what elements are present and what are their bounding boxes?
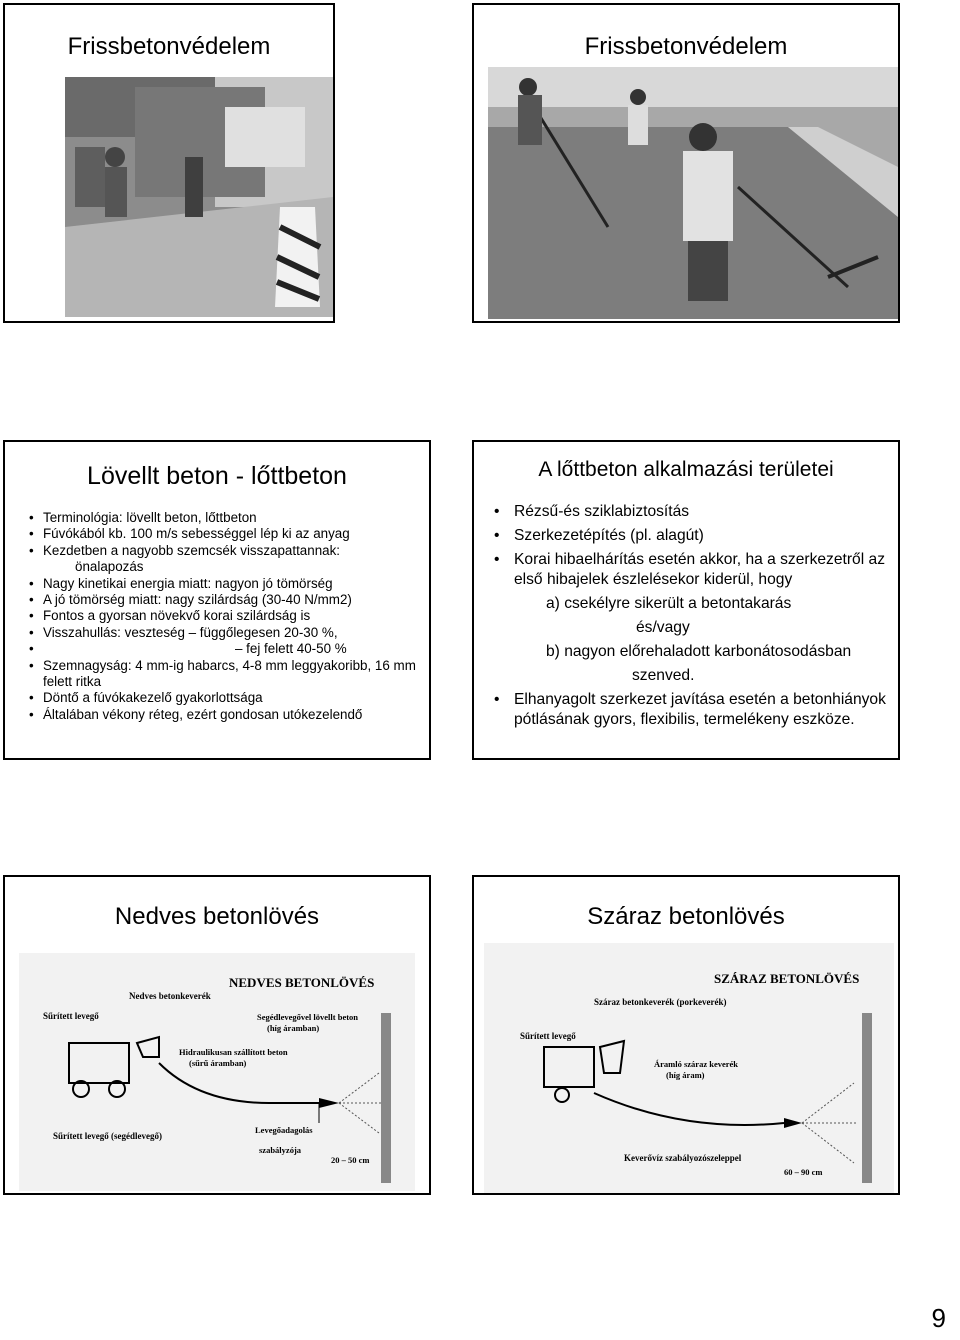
diagram-label: 60 – 90 cm bbox=[784, 1167, 823, 1177]
diagram-heading: SZÁRAZ BETONLÖVÉS bbox=[714, 971, 860, 986]
diagram-heading: NEDVES BETONLÖVÉS bbox=[229, 975, 375, 990]
slide-alkalmazasi-teruletek bbox=[472, 440, 900, 760]
slide-szaraz-betonloves bbox=[472, 875, 900, 1195]
bullet-item: • Döntő a fúvókakezelő gyakorlottsága bbox=[27, 690, 427, 706]
bullet-item: • – fej felett 40-50 % bbox=[27, 641, 427, 657]
diagram-label: szabályzója bbox=[259, 1145, 302, 1155]
slide-lovellt-beton bbox=[3, 440, 431, 760]
bullet-item: • Korai hibaelhárítás esetén akkor, ha a szerkezetről az első hibajelek észlelésekor kiderül, hogy bbox=[492, 550, 892, 590]
slide-title: Nedves betonlövés bbox=[114, 903, 320, 930]
bullet-item: • Általában vékony réteg, ezért gondosan utókezelendő bbox=[27, 707, 427, 723]
diagram-label: (sűrű áramban) bbox=[189, 1058, 247, 1068]
bullet-list bbox=[27, 510, 427, 723]
bullet-item: • Terminológia: lövellt beton, lőttbeton bbox=[27, 510, 427, 526]
bullet-item: • Kezdetben a nagyobb szemcsék visszapattannak: bbox=[27, 543, 427, 559]
slide-title: Száraz betonlövés bbox=[587, 903, 785, 930]
bullet-list bbox=[492, 502, 892, 590]
diagram-label: Hidraulikusan szállított beton bbox=[179, 1047, 288, 1057]
bullet-item: • Szerkezetépítés (pl. alagút) bbox=[492, 526, 892, 546]
diagram-label: Száraz betonkeverék (porkeverék) bbox=[594, 997, 727, 1007]
diagram-label: Áramló száraz keverék bbox=[654, 1059, 739, 1069]
dry-shotcrete-diagram bbox=[484, 943, 894, 1193]
bullet-item: • Szemnagyság: 4 mm-ig habarcs, 4-8 mm leggyakoribb, 16 mm felett ritka bbox=[27, 658, 427, 691]
bullet-continuation: önalapozás bbox=[75, 559, 144, 575]
bullet-list bbox=[492, 690, 892, 730]
construction-photo bbox=[65, 77, 333, 317]
sub-item: a) csekélyre sikerült a betontakarás bbox=[546, 595, 792, 612]
diagram-label: (híg áram) bbox=[666, 1070, 705, 1080]
slide-nedves-betonloves bbox=[3, 875, 431, 1195]
bullet-item: • Fontos a gyorsan növekvő korai szilárdság is bbox=[27, 608, 427, 624]
sub-item: és/vagy bbox=[636, 619, 690, 636]
bullet-item: • Fúvókából kb. 100 m/s sebességgel lép ki az anyag bbox=[27, 526, 427, 542]
sub-list bbox=[546, 592, 886, 688]
diagram-label: (híg áramban) bbox=[267, 1023, 320, 1033]
concrete-finishing-photo bbox=[488, 67, 898, 319]
wet-shotcrete-diagram bbox=[19, 953, 415, 1191]
diagram-label: Segédlevegővel lövellt beton bbox=[257, 1012, 359, 1022]
slide-title: Frissbetonvédelem bbox=[584, 33, 788, 60]
bullet-item: • Elhanyagolt szerkezet javítása esetén a betonhiányok pótlásának gyors, flexibilis, termelékeny eszköze. bbox=[492, 690, 892, 730]
slide-frissbetonvedelem-1 bbox=[3, 3, 335, 323]
page-number: 9 bbox=[931, 1303, 946, 1333]
slide-title: A lőttbeton alkalmazási területei bbox=[538, 458, 834, 481]
diagram-label: Sűrített levegő (segédlevegő) bbox=[53, 1131, 162, 1141]
bullet-item: • Nagy kinetikai energia miatt: nagyon jó tömörség bbox=[27, 576, 427, 592]
diagram-label: 20 – 50 cm bbox=[331, 1155, 370, 1165]
diagram-label: Nedves betonkeverék bbox=[129, 991, 211, 1001]
bullet-item: • A jó tömörség miatt: nagy szilárdság (30-40 N/mm2) bbox=[27, 592, 427, 608]
bullet-item: • Rézsű-és sziklabiztosítás bbox=[492, 502, 892, 522]
bullet-item: • Visszahullás: veszteség – függőlegesen 20-30 %, bbox=[27, 625, 427, 641]
diagram-label: Sűrített levegő bbox=[520, 1031, 576, 1041]
diagram-label: Sűrített levegő bbox=[43, 1011, 99, 1021]
sub-item: szenved. bbox=[632, 667, 695, 684]
sub-item: b) nagyon előrehaladott karbonátosodásban bbox=[546, 643, 852, 660]
diagram-label: Keverővíz szabályozószeleppel bbox=[624, 1153, 742, 1163]
slide-frissbetonvedelem-2 bbox=[472, 3, 900, 323]
slide-title: Frissbetonvédelem bbox=[67, 33, 271, 60]
slide-title: Lövellt beton - lőttbeton bbox=[87, 462, 347, 490]
diagram-label: Levegőadagolás bbox=[255, 1125, 313, 1135]
